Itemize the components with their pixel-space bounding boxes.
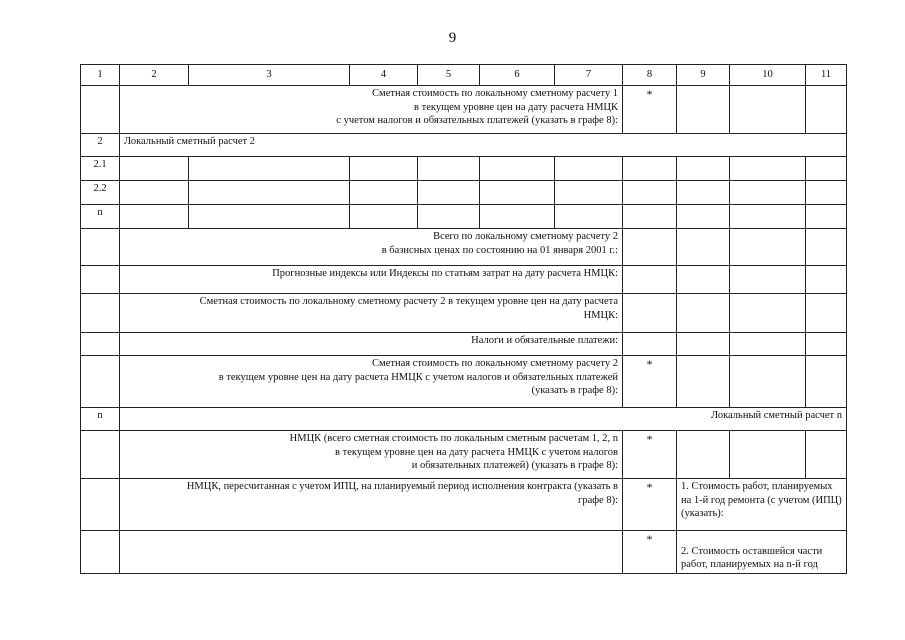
value-cell: * <box>623 479 677 531</box>
value-cell: * <box>623 356 677 408</box>
header-row <box>81 65 847 86</box>
note-cell: 1. Стоимость работ, планируемых на 1-й год ремонта (с учетом (ИПЦ) (указать): <box>677 479 847 531</box>
row-number: n <box>81 205 120 229</box>
estimate-table <box>80 64 847 574</box>
row-label: НМЦК, пересчитанная с учетом ИПЦ, на планируемый период исполнения контракта (указать в графе 8): <box>120 479 623 531</box>
table-row <box>81 229 847 266</box>
header-col-3: 3 <box>189 65 350 86</box>
table-row <box>81 134 847 157</box>
row-number: 2 <box>81 134 120 157</box>
header-col-4: 4 <box>350 65 418 86</box>
value-cell: * <box>623 431 677 479</box>
table-row <box>81 205 847 229</box>
table-row <box>81 266 847 294</box>
table-row <box>81 431 847 479</box>
header-col-5: 5 <box>418 65 480 86</box>
section-title: Локальный сметный расчет n <box>120 408 847 431</box>
table-row <box>81 157 847 181</box>
row-label: Прогнозные индексы или Индексы по статьям затрат на дату расчета НМЦК: <box>120 266 623 294</box>
table-row <box>81 86 847 134</box>
table-row <box>81 531 847 574</box>
header-col-10: 10 <box>730 65 806 86</box>
row-label: Всего по локальному сметному расчету 2 в базисных ценах по состоянию на 01 января 2001 г.: <box>120 229 623 266</box>
row-label: Сметная стоимость по локальному сметному расчету 2 в текущем уровне цен на дату расчета НМЦК: <box>120 294 623 333</box>
page-number: 9 <box>448 30 457 46</box>
note-cell: 2. Стоимость оставшейся части работ, планируемых на n-й год <box>677 531 847 574</box>
row-label: НМЦК (всего сметная стоимость по локальным сметным расчетам 1, 2, n в текущем уровне цен на дату расчета НМЦК с учетом налогов и обязательных платежей) (указать в графе 8): <box>120 431 623 479</box>
row-label: Налоги и обязательные платежи: <box>120 333 623 356</box>
header-col-11: 11 <box>806 65 847 86</box>
value-cell: * <box>623 86 677 134</box>
header-col-9: 9 <box>677 65 730 86</box>
table-row <box>81 333 847 356</box>
table-row <box>81 356 847 408</box>
table-row <box>81 181 847 205</box>
row-label: Сметная стоимость по локальному сметному расчету 1 в текущем уровне цен на дату расчета НМЦК с учетом налогов и обязательных платежей (указать в графе 8): <box>120 86 623 134</box>
header-col-2: 2 <box>120 65 189 86</box>
section-title: Локальный сметный расчет 2 <box>120 134 847 157</box>
header-col-8: 8 <box>623 65 677 86</box>
table-row <box>81 479 847 531</box>
row-number: n <box>81 408 120 431</box>
value-cell: * <box>623 531 677 574</box>
header-col-1: 1 <box>81 65 120 86</box>
row-number: 2.2 <box>81 181 120 205</box>
header-col-7: 7 <box>555 65 623 86</box>
row-number: 2.1 <box>81 157 120 181</box>
row-label: Сметная стоимость по локальному сметному расчету 2 в текущем уровне цен на дату расчета НМЦК с учетом налогов и обязательных платежей (указать в графе 8): <box>120 356 623 408</box>
table-row <box>81 408 847 431</box>
header-col-6: 6 <box>480 65 555 86</box>
table-row <box>81 294 847 333</box>
